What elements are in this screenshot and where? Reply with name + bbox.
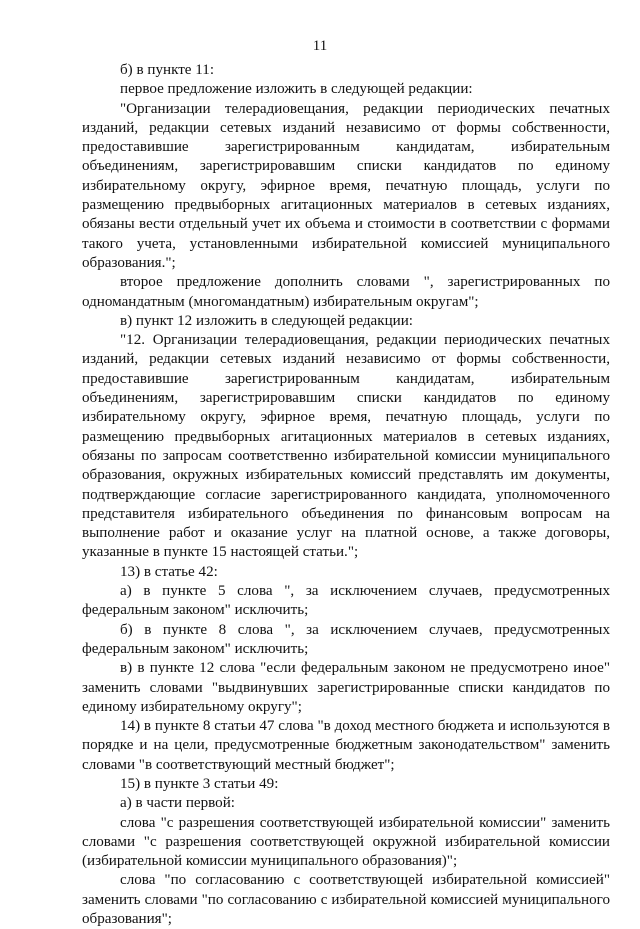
paragraph-b-punkt-11: б) в пункте 11: bbox=[120, 62, 215, 78]
paragraph-v-punkt-12: в) пункт 12 изложить в следующей редакции: bbox=[120, 312, 413, 329]
paragraph-14-article-47: 14) в пункте 8 статьи 47 слова "в доход местного бюджета и используются в порядке и на цели, предусмотренные бюджетным законодательством" заменить словами "в соответствующий местный бюджет"; bbox=[82, 718, 610, 773]
paragraph-13-article-42: 13) в статье 42: bbox=[120, 563, 218, 580]
document-body bbox=[82, 61, 610, 929]
paragraph-quote-12: "12. Организации телерадиовещания, редакции периодических печатных изданий, редакции сетевых изданий независимо от формы собственности, предоставившие зарегистрированным кандидатам, избирательным объединениям, зарегистрировавшим списки кандидатов по единому избирательному округу, эфирное время, печатную площадь, услуги по размещению предвыборных агитационных материалов в сетевых изданиях, обязаны по запросам соответственно избирательной комиссии муниципального образования, окружных избирательных комиссий представлять им документы, подтверждающие согласие зарегистрированного кандидата, уполномоченного представителя избирательного объединения по финансовым вопросам на выполнение работ и оказание услуг на платной основе, а также договоры, указанные в пункте 15 настоящей статьи."; bbox=[82, 332, 610, 561]
page-number: 11 bbox=[312, 38, 328, 54]
paragraph-b-punkt-8: б) в пункте 8 слова ", за исключением случаев, предусмотренных федеральным законом" исключить; bbox=[82, 621, 610, 657]
paragraph-a-punkt-5: а) в пункте 5 слова ", за исключением случаев, предусмотренных федеральным законом" исключить; bbox=[82, 583, 610, 619]
paragraph-quote-organizations: "Организации телерадиовещания, редакции периодических печатных изданий, редакции сетевых изданий независимо от формы собственности, предоставившие зарегистрированным кандидатам, избирательным объединениям, зарегистрировавшим списки кандидатов по единому избирательному округу, эфирное время, печатную площадь, услуги по размещению предвыборных агитационных материалов в сетевых изданиях, обязаны вести отдельный учет их объема и стоимости в соответствии с формами такого учета, установленными избирательной комиссией муниципального образования."; bbox=[82, 100, 610, 271]
paragraph-15-article-49: 15) в пункте 3 статьи 49: bbox=[120, 775, 279, 792]
paragraph-v-punkt-12-replace: в) в пункте 12 слова "если федеральным законом не предусмотрено иное" заменить словами "выдвинувших зарегистрированные списки кандидатов по единому избирательному округу"; bbox=[82, 660, 610, 715]
paragraph-words-agreement: слова "по согласованию с соответствующей избирательной комиссией" заменить словами "по согласованию с избирательной комиссией муниципального образования"; bbox=[82, 872, 610, 928]
paragraph-second-sentence: второе предложение дополнить словами ", зарегистрированных по одномандатным (многомандатным) избирательным округам"; bbox=[82, 274, 610, 310]
paragraph-first-sentence: первое предложение изложить в следующей редакции: bbox=[120, 81, 473, 98]
paragraph-a-part-one: а) в части первой: bbox=[120, 795, 236, 812]
paragraph-words-permission: слова "с разрешения соответствующей избирательной комиссии" заменить словами "с разрешения соответствующей окружной избирательной комиссии (избирательной комиссии муниципального образования)"; bbox=[82, 814, 610, 870]
